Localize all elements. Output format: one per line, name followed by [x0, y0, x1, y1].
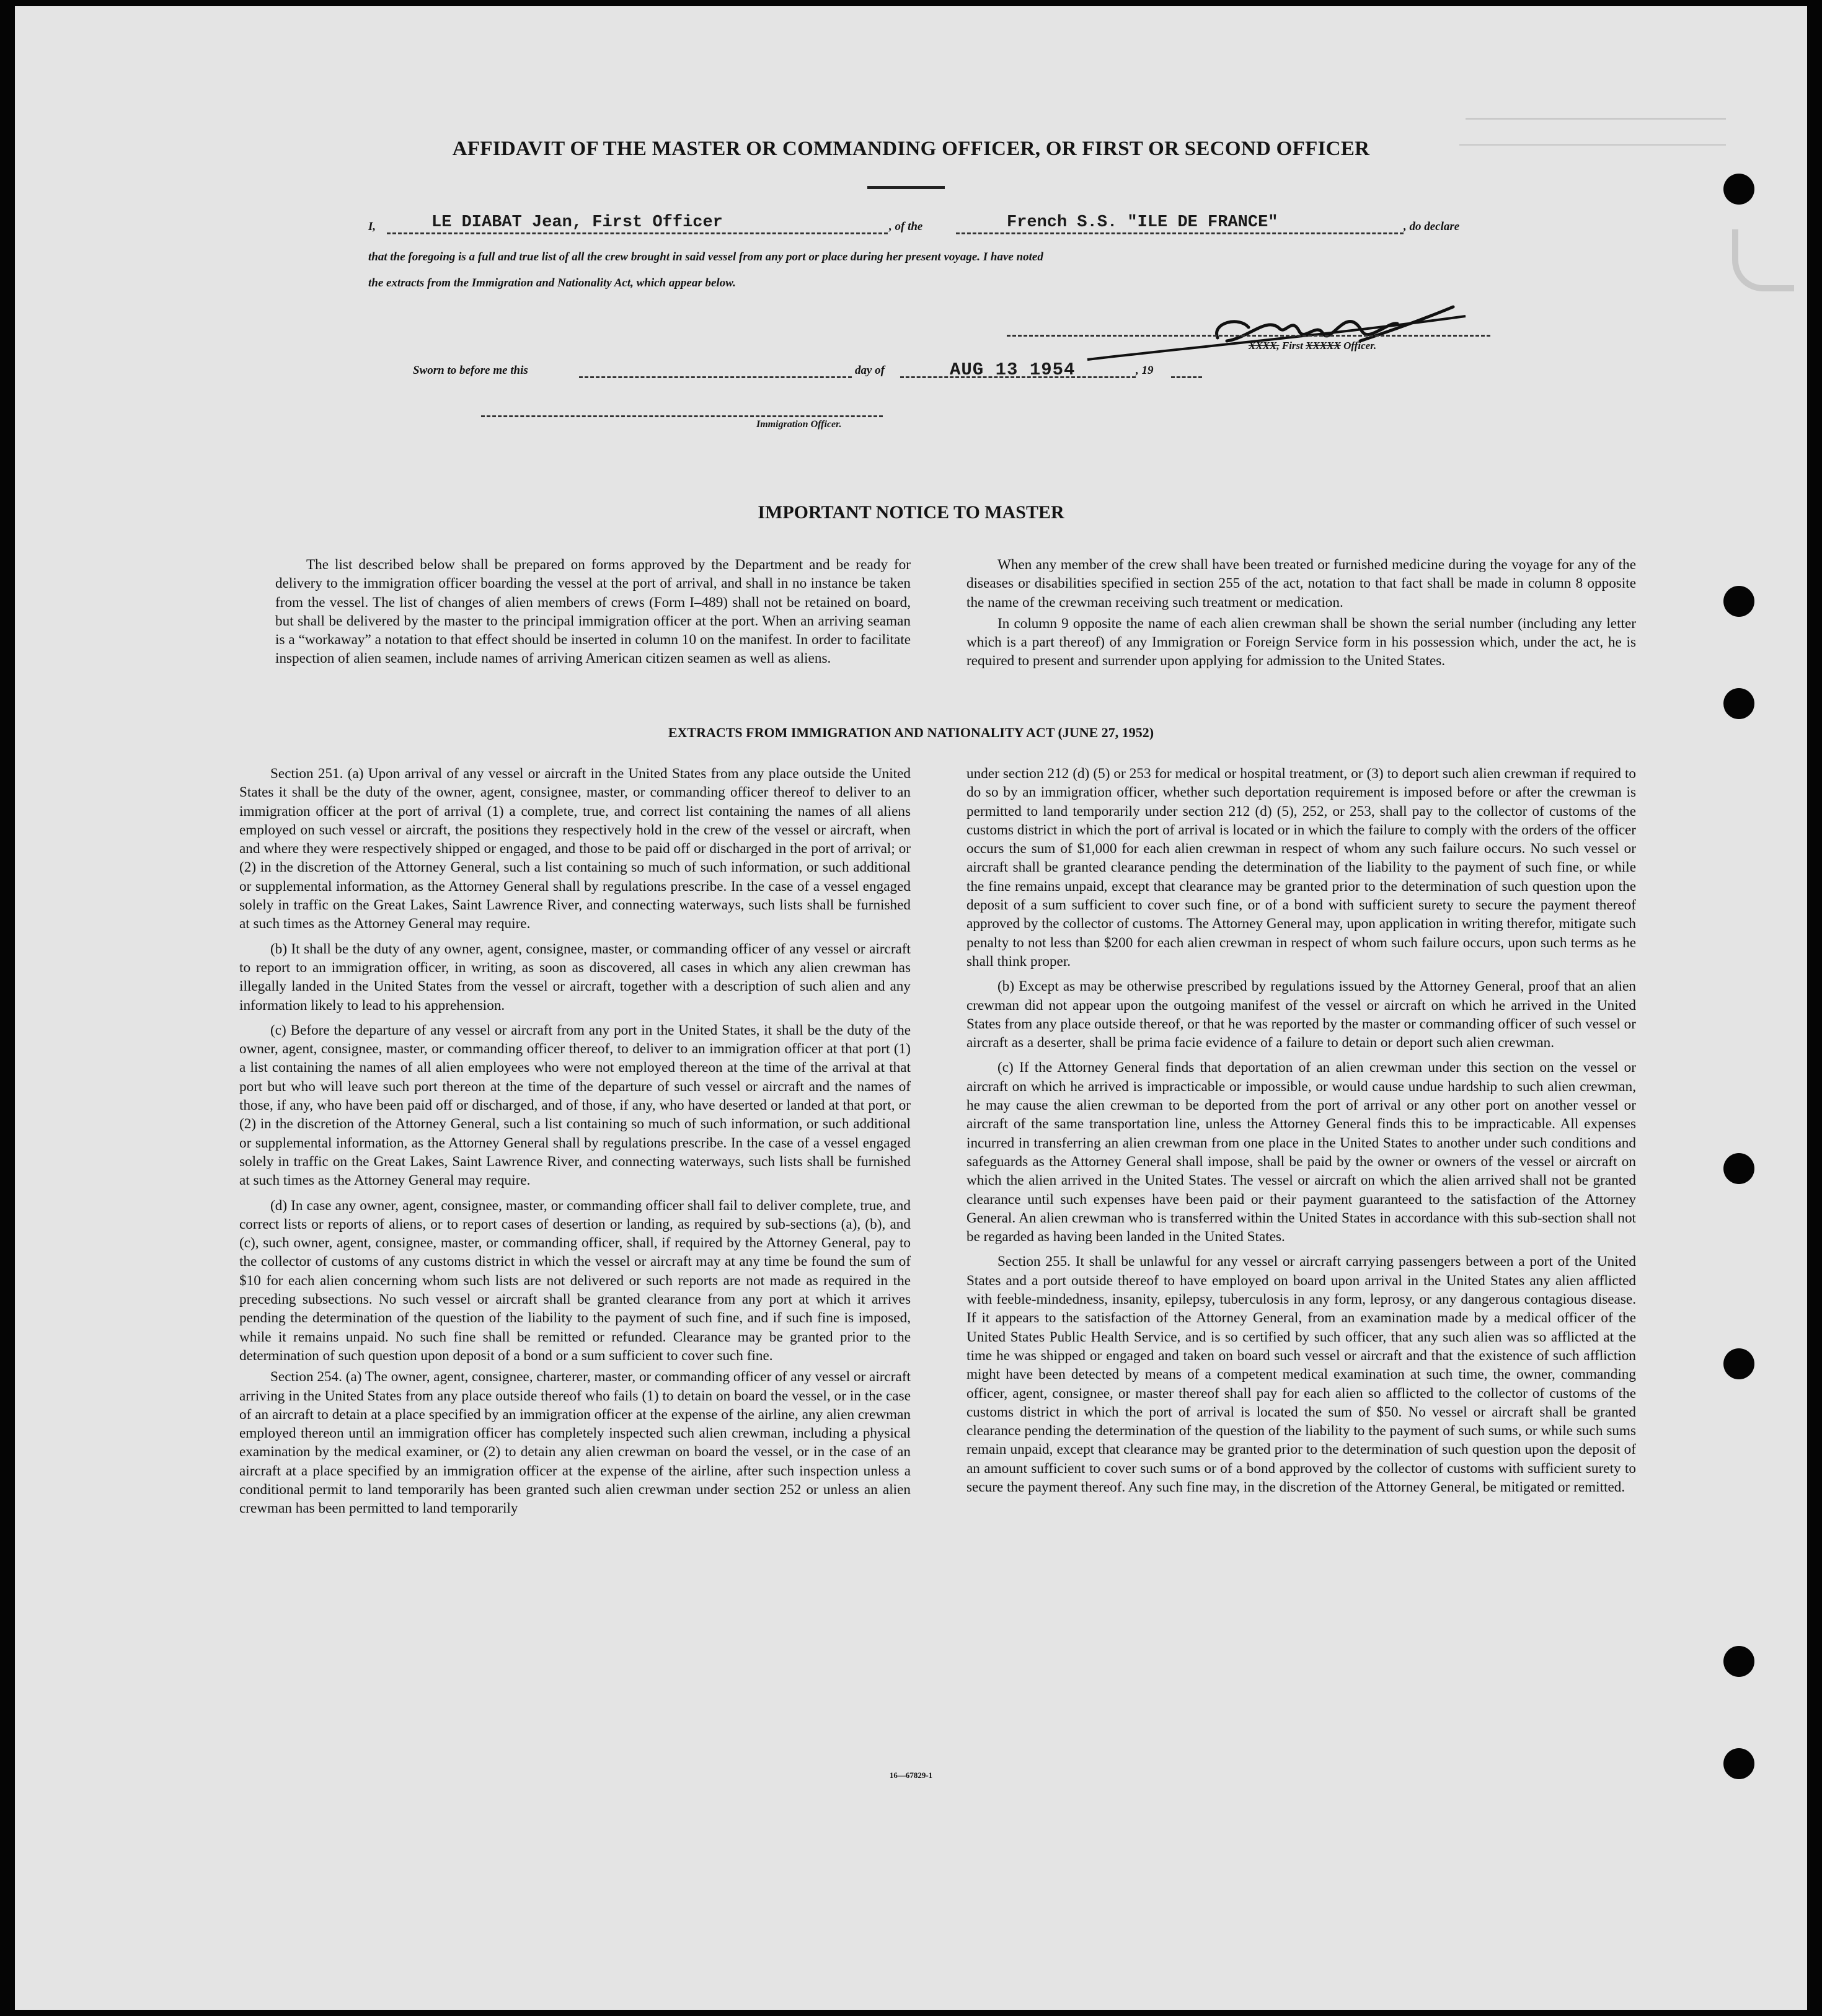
statement-line-2: the extracts from the Immigration and Nationality Act, which appear below. — [368, 276, 736, 290]
notice-paragraph: The list described below shall be prepared on forms approved by the Department and be ready for delivery to the immigration officer boarding the vessel at the port of arrival, and shall in no instance be taken from the vessel. The list of changes of alien members of crews (Form I–489) shall not be retained on board, but shall be delivered by the master to the principal immigration officer at the port. When an arriving seaman is a “workaway” a notation to that effect should be inserted in column 10 on the manifest. In order to facilitate inspection of alien seamen, include names of arriving American citizen seamen as well as aliens. — [275, 557, 911, 667]
extracts-left-column — [239, 764, 911, 1518]
statement-line-1: that the foregoing is a full and true list of all the crew brought in said vessel from any port or place during her present voyage. I have noted — [368, 250, 1043, 263]
stamped-date: AUG 13 1954 — [950, 360, 1076, 380]
struck-title: XXXX, — [1249, 340, 1280, 351]
punch-hole — [1723, 1348, 1754, 1379]
notice-right-column — [966, 555, 1636, 671]
act-section-paragraph: (c) If the Attorney General finds that deportation of an alien crewman under this section on the vessel or aircraft on which he arrived is impracticable or impossible, or would cause undue hardship to such alien crewman, he may cause the alien crewman to be deported from the port of arrival or any other port on another vessel or aircraft of the same transportation line, unless the Attorney General finds this to be impracticable. All expenses incurred in transferring an alien crewman from one place in the United States to another under such conditions and safeguards as the Attorney General shall impose, shall be paid by the owner or owners of the vessel or aircraft on which the alien arrived in the United States. The vessel or aircraft on which the alien arrived shall not be granted clearance until such expenses have been paid or their payment guaranteed to the satisfaction of the Attorney General. An alien crewman who is transferred within the United States in accordance with this sub-section shall not be regarded as having been landed in the United States. — [966, 1059, 1636, 1245]
affidavit-title: AFFIDAVIT OF THE MASTER OR COMMANDING OFFICER, OR FIRST OR SECOND OFFICER — [452, 138, 1370, 160]
punch-hole — [1723, 1646, 1754, 1677]
punch-hole — [1723, 1153, 1754, 1184]
of-the-label: , of the — [889, 220, 923, 233]
officer-name: LE DIABAT Jean, First Officer — [431, 213, 723, 232]
i-label: I, — [368, 220, 376, 233]
immigration-officer-label: Immigration Officer. — [756, 419, 842, 430]
act-section-paragraph: Section 255. It shall be unlawful for any vessel or aircraft carrying passengers between a port of the United States and a port outside thereof to have employed on board upon arrival in the United States any alien afflicted with feeble-mindedness, insanity, epilepsy, tuberculosis in any form, leprosy, or any dangerous contagious disease. If it appears to the satisfaction of the Attorney General, from an examination made by a medical officer of the United States Public Health Service, and is so certified by such officer, that any such alien was so afflicted at the time he was shipped or engaged and taken on board such vessel or aircraft and that the existence of such affliction might have been detected by means of a competent medical examination at such time, the owner, commanding officer, agent, consignee, or master thereof shall pay for each alien so afflicted to the collector of customs of the customs district in which the port of arrival is located the sum of $50. No vessel or aircraft shall be granted clearance pending the determination of the question of the liability to the payment of such sums, or while such sums remain unpaid, except that clearance may be granted prior to the determination of such question upon the deposit of an amount sufficient to cover such sums or of a bond approved by the collector of customs with sufficient surety to secure the payment thereof. Any such fine may, in the discretion of the Attorney General, be mitigated or remitted. — [966, 1253, 1636, 1495]
act-section-paragraph: (b) It shall be the duty of any owner, agent, consignee, master, or commanding officer of any vessel or aircraft to report to an immigration officer, in writing, as soon as discovered, all cases in which any alien crewman has illegally landed in the United States from the vessel or aircraft, together with a description of such alien and any information likely to lead to his apprehension. — [239, 940, 911, 1014]
notice-paragraph: In column 9 opposite the name of each alien crewman shall be shown the serial number (including any letter which is a part thereof) of any Immigration or Foreign Service form in his possession which, under the act, he is required to present and surrender upon applying for admission to the United States. — [966, 615, 1636, 670]
sworn-label: Sworn to before me this — [413, 364, 528, 377]
notice-heading: IMPORTANT NOTICE TO MASTER — [758, 502, 1064, 523]
bleed-through-mark — [1466, 118, 1726, 123]
year-label: , 19 — [1136, 364, 1154, 377]
vessel-line — [956, 232, 1404, 234]
extracts-right-column — [966, 764, 1636, 1497]
act-section-paragraph: (c) Before the departure of any vessel or aircraft from any port in the United States, it shall be the duty of the owner, agent, consignee, master, or commanding officer thereof, to deliver to an immigration officer at that port (1) a list containing the names of all alien employees who were not employed thereon at the time of the arrival at that port but who will leave such port thereon at the time of the departure of such vessel or aircraft and the names of those, if any, who have been paid off or discharged, and of those, if any, who have deserted or landed at that port, or (2) in the discretion of the Attorney General, such a list containing so much of such information, or such additional or supplemental information, as the Attorney General shall by regulations prescribe. In the case of a vessel engaged solely in traffic on the Great Lakes, Saint Lawrence River, and connecting waterways, such lists shall be furnished at such times as the Attorney General may require. — [239, 1022, 911, 1189]
punch-hole — [1723, 688, 1754, 719]
officer-name-line — [387, 232, 888, 234]
signature-caption — [1249, 340, 1376, 352]
year-line — [1171, 376, 1202, 378]
struck-title-2: XXXXX — [1306, 340, 1341, 351]
title-divider — [867, 186, 945, 189]
bleed-through-mark — [1732, 229, 1794, 291]
form-number: 16—67829-1 — [889, 1771, 933, 1780]
first-label: First — [1281, 340, 1303, 351]
notice-paragraph: When any member of the crew shall have been treated or furnished medicine during the voyage for any of the diseases or disabilities specified in section 255 of the act, notation to that fact shall be made in column 8 opposite the name of the crewman receiving such treatment or medication. — [966, 557, 1636, 611]
act-section-paragraph: Section 254. (a) The owner, agent, consignee, charterer, master, or commanding officer of any vessel or aircraft arriving in the United States from any place outside thereof who fails (1) to detain on board the vessel, or in the case of an aircraft to detain at a place specified by an immigration officer at the expense of the airline, any alien crewman employed thereon until an immigration officer has completely inspected such alien crewman, including a physical examination by the medical examiner, or (2) to detain any alien crewman on board the vessel, or in the case of an aircraft at a place specified by an immigration officer at the expense of the airline, after such inspection unless a conditional permit to land temporarily has been granted such alien crewman under section 252 or unless an alien crewman has been permitted to land temporarily — [239, 1369, 911, 1517]
notice-left-column — [275, 555, 911, 668]
officer-signature — [1069, 279, 1503, 372]
act-section-paragraph: Section 251. (a) Upon arrival of any vessel or aircraft in the United States from any place outside the United States it shall be the duty of the owner, agent, consignee, master, or commanding officer thereof to deliver to an immigration officer at the port of arrival (1) a complete, true, and correct list containing the names of all aliens employed on such vessel or aircraft, the positions they respectively hold in the crew of the vessel or aircraft, when and where they were respectively shipped or engaged, and those to be paid off or discharged in the port of arrival; or (2) in the discretion of the Attorney General, such a list containing so much of such information, or such additional or supplemental information, as the Attorney General shall by regulations prescribe. In the case of a vessel engaged solely in traffic on the Great Lakes, Saint Lawrence River, and connecting waterways, such lists shall be furnished at such times as the Attorney General may require. — [239, 766, 911, 932]
sworn-day-line — [579, 376, 852, 378]
act-section-paragraph: (d) In case any owner, agent, consignee, master, or commanding officer shall fail to deliver complete, true, and correct lists or reports of aliens, or to report cases of desertion or landing, as required by sub-sections (a), (b), and (c), such owner, agent, consignee, master, or commanding officer, shall, if required by the Attorney General, pay to the collector of customs of any customs district in which the vessel or aircraft may at any time be found the sum of $10 for each alien concerning whom such lists are not delivered or such reports are not made as required in the preceding subsections. No such vessel or aircraft shall be granted clearance from any port at which it arrives pending the determination of the question of the liability to the payment of such fine, and if such fine is imposed, while it remains unpaid. No such fine shall be remitted or refunded. Clearance may be granted prior to the determination of such question upon deposit of a bond or a sum sufficient to cover such fine. — [239, 1197, 911, 1364]
act-section-paragraph: under section 212 (d) (5) or 253 for medical or hospital treatment, or (3) to deport such alien crewman if required to do so by an immigration officer, whether such deportation requirement is imposed before or after the crewman is permitted to land temporarily under section 212 (d) (5), 252, or 253, shall pay to the collector of customs of the customs district in which the port of arrival is located or in which the failure to comply with the orders of the officer occurs the sum of $1,000 for each alien crewman in respect of whom any such failure occurs. No such vessel or aircraft shall be granted clearance pending the determination of the liability to the payment of such fine, or while the fine remains unpaid, except that clearance may be granted prior to the determination of such question upon the deposit of a sum sufficient to cover such fine, or of a bond with sufficient surety to secure the payment thereof approved by the collector of customs. The Attorney General may, upon application in writing therefor, mitigate such penalty to not less than $200 for each alien crewman in respect of whom such failure occurs, upon such terms as he shall think proper. — [966, 766, 1636, 970]
punch-hole — [1723, 586, 1754, 617]
declare-label: , do declare — [1404, 220, 1460, 233]
signature-line — [1007, 335, 1490, 337]
immigration-officer-line — [481, 415, 883, 417]
vessel-name: French S.S. "ILE DE FRANCE" — [1007, 213, 1278, 232]
day-of-label: day of — [855, 364, 885, 377]
document-page — [15, 6, 1807, 2010]
punch-hole — [1723, 174, 1754, 205]
extracts-heading: EXTRACTS FROM IMMIGRATION AND NATIONALITY ACT (JUNE 27, 1952) — [668, 725, 1154, 740]
act-section-paragraph: (b) Except as may be otherwise prescribed by regulations issued by the Attorney General, proof that an alien crewman did not appear upon the outgoing manifest of the vessel or aircraft on which he arrived in the United States from any place outside thereof, or that he was reported by the master or commanding officer of such vessel or aircraft as a deserter, shall be prima facie evidence of a failure to detain or deport such alien crewman. — [966, 978, 1636, 1051]
officer-label: Officer. — [1343, 340, 1377, 351]
